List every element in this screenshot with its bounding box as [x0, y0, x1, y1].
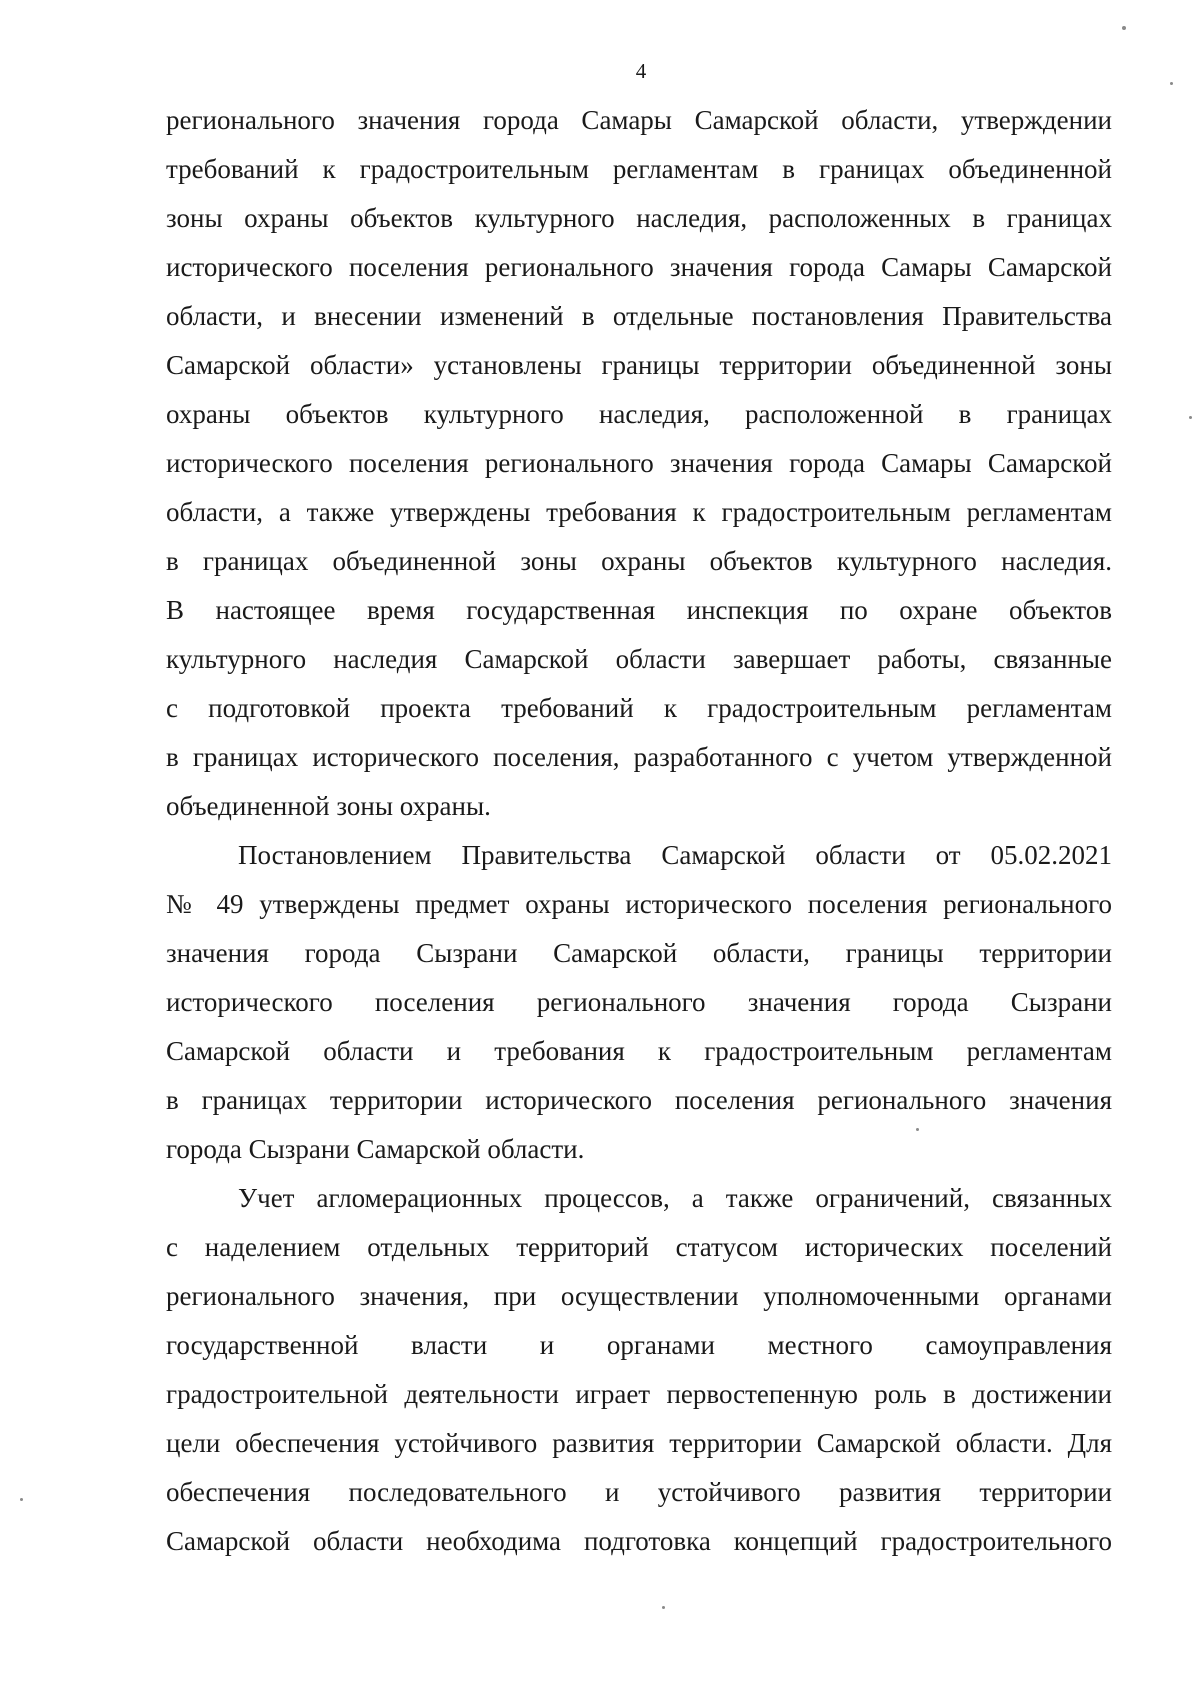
scan-speck: [20, 1498, 23, 1501]
text-line: исторического поселения регионального значения города Сызрани: [166, 987, 1112, 1017]
text-line: градостроительной деятельности играет первостепенную роль в достижении: [166, 1379, 1112, 1409]
page-number: 4: [635, 59, 647, 83]
text-line: Самарской области и требования к градостроительным регламентам: [166, 1036, 1112, 1066]
text-line: значения города Сызрани Самарской области, границы территории: [166, 938, 1112, 968]
text-line: охраны объектов культурного наследия, расположенной в границах: [166, 399, 1112, 429]
text-line: области, а также утверждены требования к градостроительным регламентам: [166, 497, 1112, 527]
body-text: [166, 96, 1112, 1566]
scan-speck: [1189, 416, 1192, 419]
text-line: регионального значения города Самары Самарской области, утверждении: [166, 105, 1112, 135]
paragraph-zone-boundaries: [166, 96, 1112, 831]
text-line: требований к градостроительным регламентам в границах объединенной: [166, 154, 1112, 184]
text-line: В настоящее время государственная инспекция по охране объектов: [166, 595, 1112, 625]
text-line: государственной власти и органами местного самоуправления: [166, 1330, 1112, 1360]
scan-speck: [916, 1128, 919, 1131]
paragraph-syzran-resolution: [166, 831, 1112, 1174]
scan-speck: [1122, 26, 1126, 30]
text-line: с наделением отдельных территорий статусом исторических поселений: [166, 1232, 1112, 1262]
text-line: исторического поселения регионального значения города Самары Самарской: [166, 448, 1112, 478]
text-line: объединенной зоны охраны.: [166, 791, 491, 821]
text-line: № 49 утверждены предмет охраны исторического поселения регионального: [166, 889, 1112, 919]
text-line: культурного наследия Самарской области завершает работы, связанные: [166, 644, 1112, 674]
text-line: исторического поселения регионального значения города Самары Самарской: [166, 252, 1112, 282]
scan-speck: [662, 1606, 665, 1609]
text-line: с подготовкой проекта требований к градостроительным регламентам: [166, 693, 1112, 723]
text-line: обеспечения последовательного и устойчивого развития территории: [166, 1477, 1112, 1507]
text-line: Самарской области» установлены границы территории объединенной зоны: [166, 350, 1112, 380]
text-line: зоны охраны объектов культурного наследия, расположенных в границах: [166, 203, 1112, 233]
scan-speck: [1170, 82, 1173, 85]
text-line: в границах территории исторического поселения регионального значения: [166, 1085, 1112, 1115]
text-line: цели обеспечения устойчивого развития территории Самарской области. Для: [166, 1428, 1112, 1458]
text-line: города Сызрани Самарской области.: [166, 1134, 585, 1164]
text-line: Самарской области необходима подготовка концепций градостроительного: [166, 1526, 1112, 1556]
text-line: области, и внесении изменений в отдельные постановления Правительства: [166, 301, 1112, 331]
paragraph-agglomeration: [166, 1174, 1112, 1566]
text-line: в границах объединенной зоны охраны объектов культурного наследия.: [166, 546, 1112, 576]
text-line: в границах исторического поселения, разработанного с учетом утвержденной: [166, 742, 1112, 772]
text-line: Постановлением Правительства Самарской области от 05.02.2021: [238, 840, 1112, 870]
text-line: Учет агломерационных процессов, а также ограничений, связанных: [238, 1183, 1112, 1213]
text-line: регионального значения, при осуществлении уполномоченными органами: [166, 1281, 1112, 1311]
